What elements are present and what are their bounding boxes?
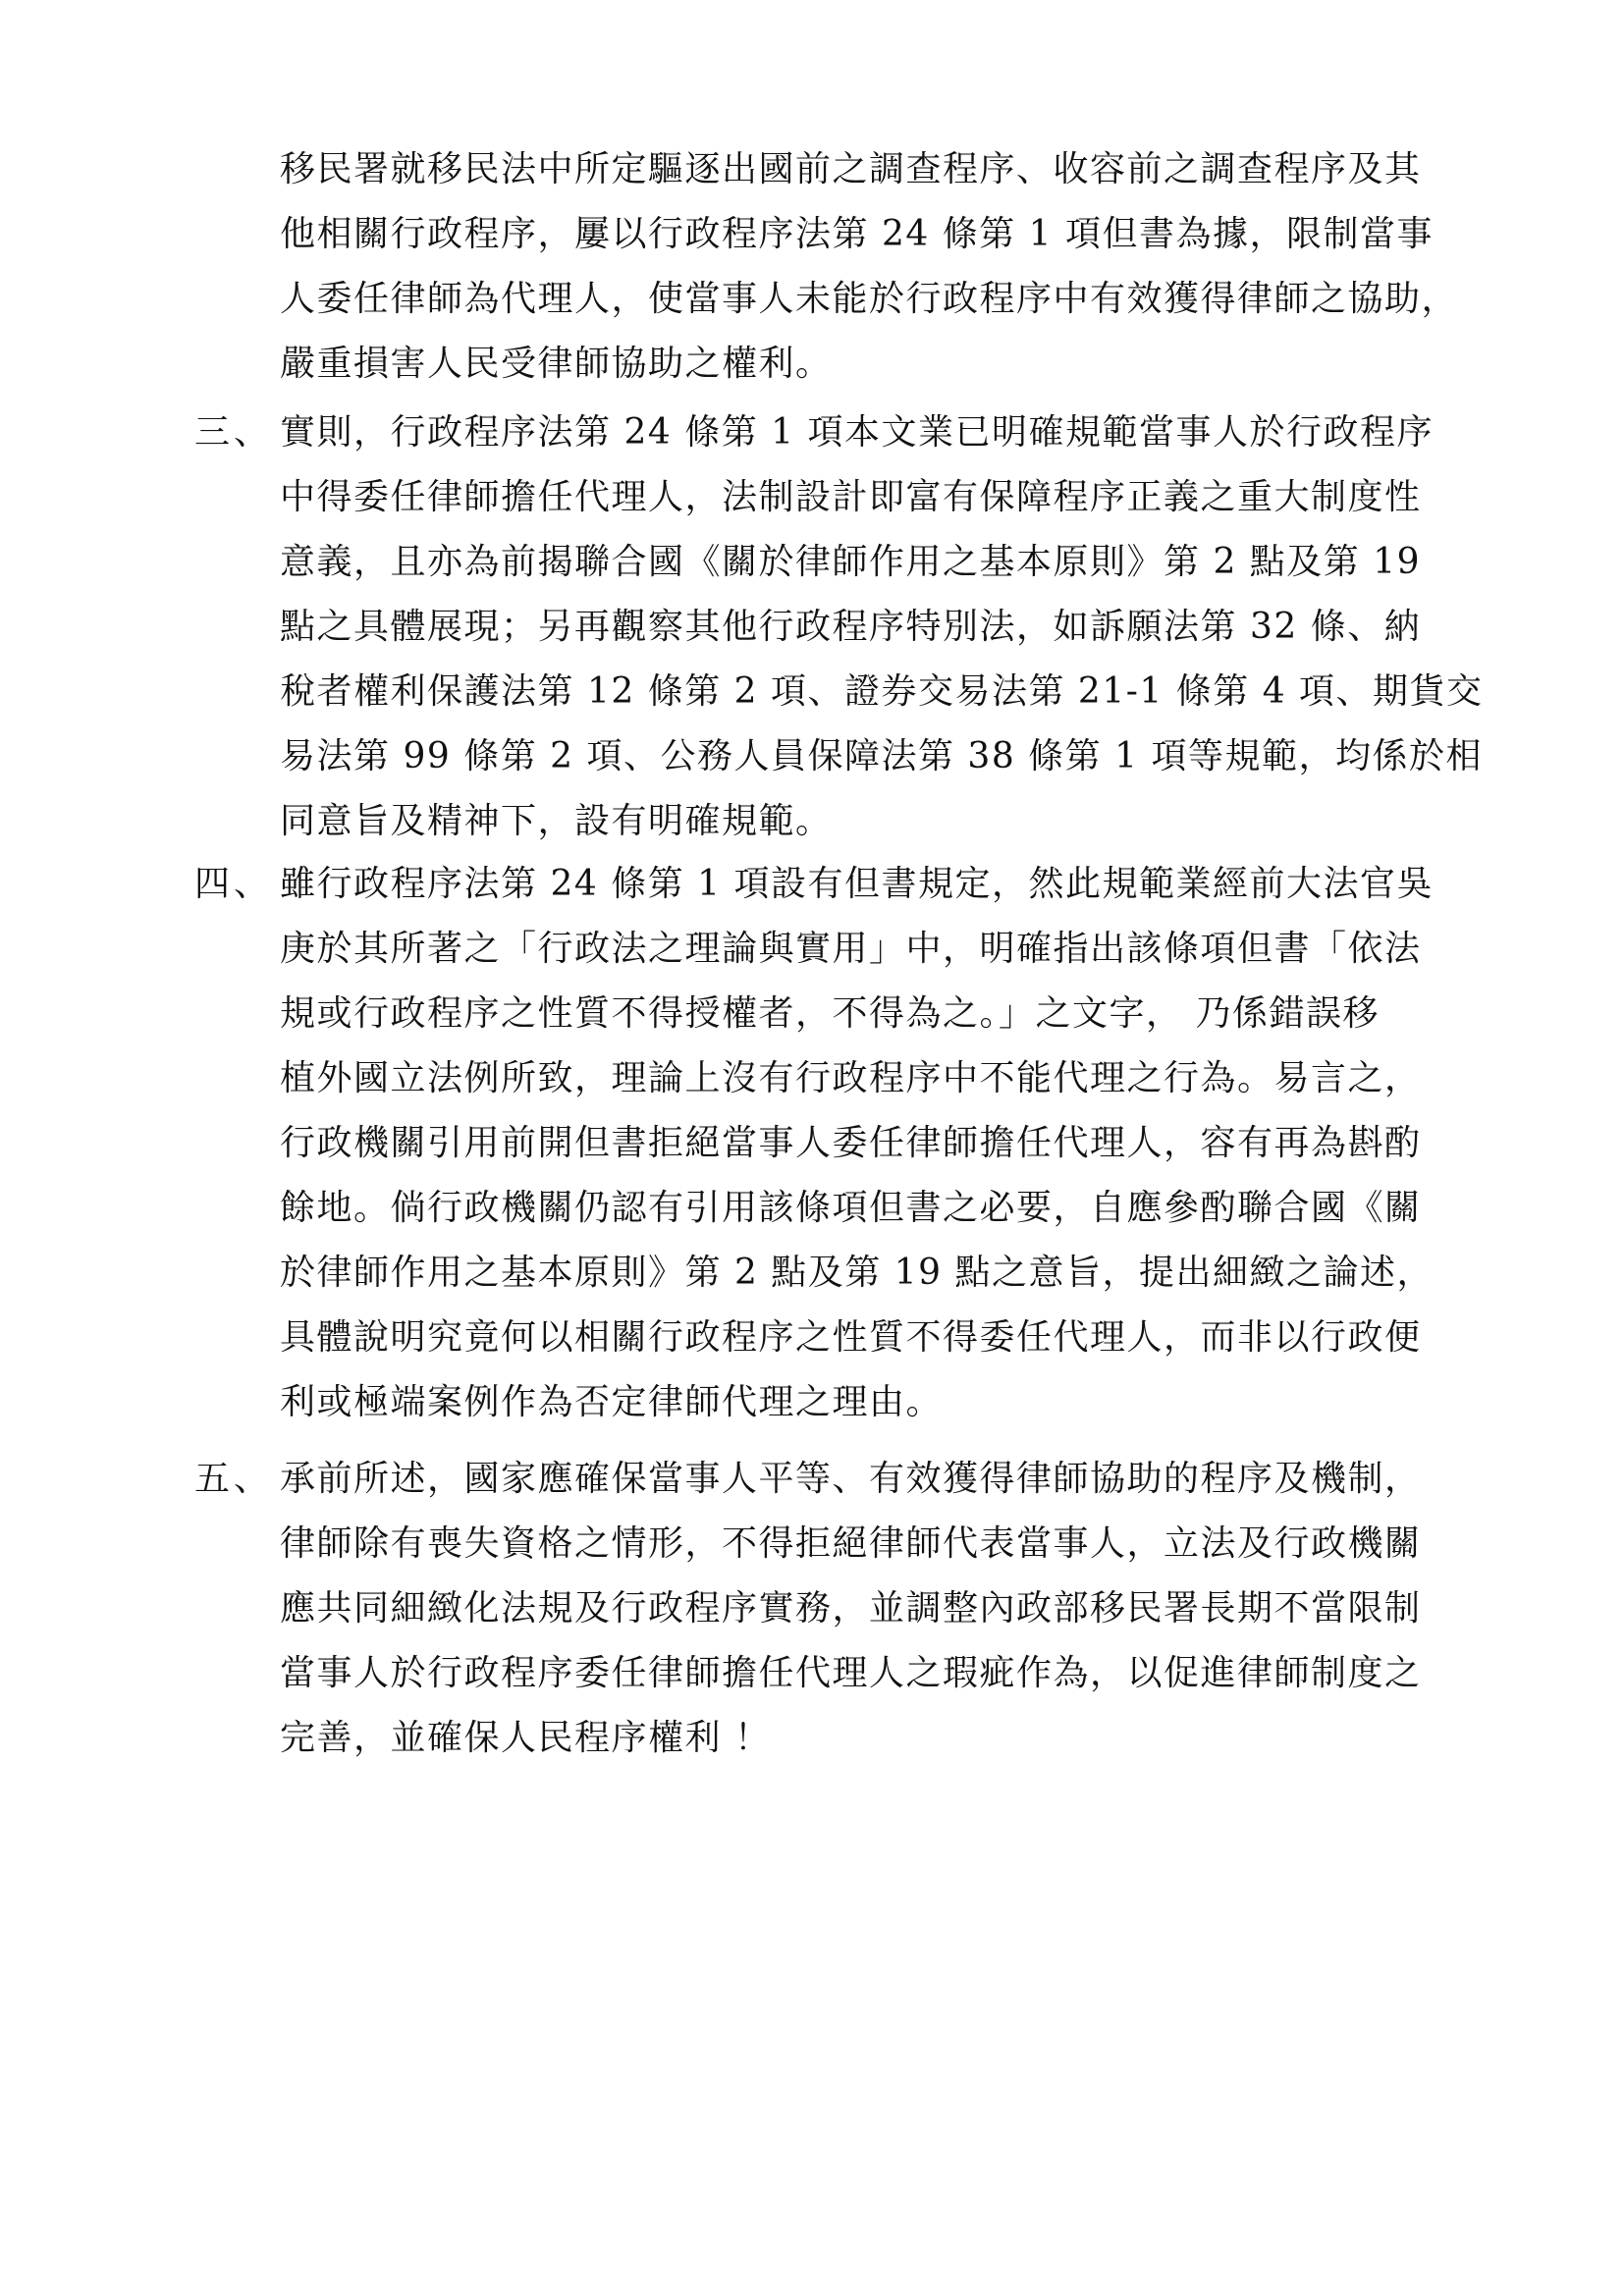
section-body — [280, 400, 1497, 854]
paragraph-line: 實則，行政程序法第 24 條第 1 項本文業已明確規範當事人於行政程序 — [280, 412, 1434, 453]
continuation-paragraph — [280, 137, 1497, 397]
paragraph-line: 承前所述，國家應確保當事人平等、有效獲得律師協助的程序及機制， — [280, 1459, 1422, 1499]
paragraph-line: 點之具體展現；另再觀察其他行政程序特別法，如訴願法第 32 條、納 — [280, 607, 1422, 647]
section-marker: 五、 — [194, 1459, 274, 1499]
paragraph-line: 植外國立法例所致，理論上沒有行政程序中不能代理之行為。易言之， — [280, 1058, 1422, 1098]
paragraph-line: 他相關行政程序，屢以行政程序法第 24 條第 1 項但書為據，限制當事 — [280, 214, 1434, 254]
paragraph-line: 人委任律師為代理人，使當事人未能於行政程序中有效獲得律師之協助， — [280, 279, 1459, 319]
paragraph-line: 稅者權利保護法第 12 條第 2 項、證券交易法第 21-1 條第 4 項、期貨交 — [280, 671, 1484, 712]
paragraph-line: 易法第 99 條第 2 項、公務人員保障法第 38 條第 1 項等規範，均係於相 — [280, 736, 1483, 776]
paragraph-line: 嚴重損害人民受律師協助之權利。 — [280, 344, 833, 384]
paragraph-line: 應共同細緻化法規及行政程序實務，並調整內政部移民署長期不當限制 — [280, 1588, 1422, 1629]
paragraph-line: 利或極端案例作為否定律師代理之理由。 — [280, 1382, 944, 1422]
paragraph-line: 中得委任律師擔任代理人，法制設計即富有保障程序正義之重大制度性 — [280, 477, 1422, 517]
paragraph-line: 餘地。倘行政機關仍認有引用該條項但書之必要，自應參酌聯合國《關 — [280, 1188, 1422, 1228]
paragraph-line: 庚於其所著之「行政法之理論與實用」中，明確指出該條項但書「依法 — [280, 929, 1422, 969]
paragraph-line: 於律師作用之基本原則》第 2 點及第 19 點之意旨，提出細緻之論述， — [280, 1253, 1434, 1293]
paragraph-line: 具體說明究竟何以相關行政程序之性質不得委任代理人，而非以行政便 — [280, 1317, 1422, 1358]
section-marker: 四、 — [194, 864, 274, 904]
paragraph-line: 完善，並確保人民程序權利 ！ — [280, 1718, 772, 1758]
paragraph-line: 意義，且亦為前揭聯合國《關於律師作用之基本原則》第 2 點及第 19 — [280, 542, 1422, 582]
paragraph-line: 同意旨及精神下，設有明確規範。 — [280, 801, 833, 841]
paragraph-line: 當事人於行政程序委任律師擔任代理人之瑕疵作為，以促進律師制度之 — [280, 1653, 1422, 1693]
section-body — [280, 1447, 1497, 1771]
section-body — [280, 852, 1497, 1435]
paragraph-line: 移民署就移民法中所定驅逐出國前之調查程序、收容前之調查程序及其 — [280, 149, 1422, 189]
paragraph-line: 雖行政程序法第 24 條第 1 項設有但書規定，然此規範業經前大法官吳 — [280, 864, 1434, 904]
section-marker: 三、 — [194, 412, 274, 453]
paragraph-line: 行政機關引用前開但書拒絕當事人委任律師擔任代理人，容有再為斟酌 — [280, 1123, 1422, 1163]
paragraph-line: 規或行政程序之性質不得授權者，不得為之。」之文字， 乃係錯誤移 — [280, 993, 1380, 1034]
paragraph-line: 律師除有喪失資格之情形，不得拒絕律師代表當事人，立法及行政機關 — [280, 1523, 1422, 1564]
